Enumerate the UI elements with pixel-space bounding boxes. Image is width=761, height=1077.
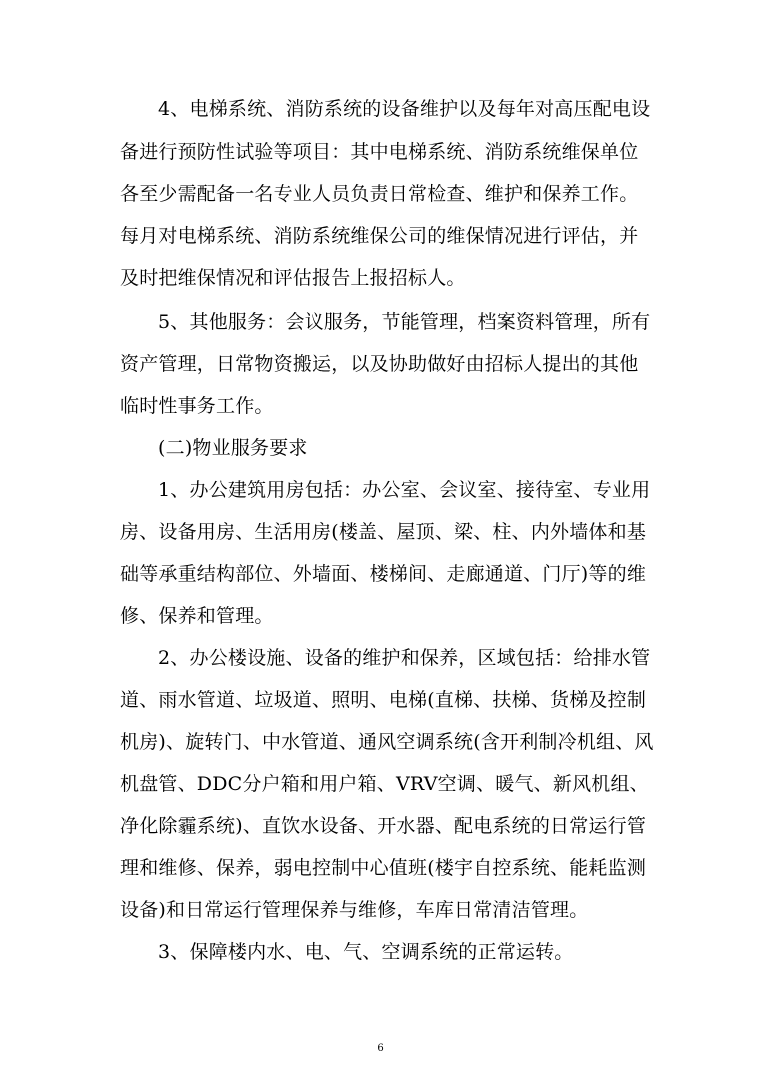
paragraph-2-line-4: 机盘管、DDC分户箱和用户箱、VRV空调、暖气、新风机组、: [120, 773, 649, 795]
paragraph-1-line-4: 修、保养和管理。: [120, 605, 274, 627]
paragraph-2-line-1: 2、办公楼设施、设备的维护和保养，区域包括：给排水管: [158, 647, 651, 669]
paragraph-1-line-1: 1、办公建筑用房包括：办公室、会议室、接待室、专业用: [158, 479, 651, 501]
paragraph-4-line-4: 每月对电梯系统、消防系统维保公司的维保情况进行评估，并: [120, 225, 639, 247]
paragraph-2-line-5: 净化除霾系统)、直饮水设备、开水器、配电系统的日常运行管: [120, 815, 647, 837]
paragraph-1-line-3: 础等承重结构部位、外墙面、楼梯间、走廊通道、门厅)等的维: [120, 563, 647, 585]
paragraph-2-line-3: 机房)、旋转门、中水管道、通风空调系统(含开利制冷机组、风: [120, 731, 654, 753]
page-number: 6: [377, 1043, 384, 1054]
section-heading: (二)物业服务要求: [158, 437, 308, 459]
paragraph-4-line-1: 4、电梯系统、消防系统的设备维护以及每年对高压配电设: [158, 98, 651, 120]
paragraph-2-line-2: 道、雨水管道、垃圾道、照明、电梯(直梯、扶梯、货梯及控制: [120, 689, 647, 711]
paragraph-5-line-2: 资产管理，日常物资搬运，以及协助做好由招标人提出的其他: [120, 353, 639, 375]
paragraph-1-line-2: 房、设备用房、生活用房(楼盖、屋顶、梁、柱、内外墙体和基: [120, 521, 647, 543]
paragraph-3-line-1: 3、保障楼内水、电、气、空调系统的正常运转。: [158, 941, 574, 963]
paragraph-4-line-2: 备进行预防性试验等项目：其中电梯系统、消防系统维保单位: [120, 141, 639, 163]
paragraph-5-line-3: 临时性事务工作。: [120, 395, 274, 417]
paragraph-2-line-6: 理和维修、保养，弱电控制中心值班(楼宇自控系统、能耗监测: [120, 857, 647, 879]
paragraph-5-line-1: 5、其他服务：会议服务，节能管理，档案资料管理，所有: [158, 311, 651, 333]
paragraph-2-line-7: 设备)和日常运行管理保养与维修，车库日常清洁管理。: [120, 899, 589, 921]
paragraph-4-line-3: 各至少需配备一名专业人员负责日常检查、维护和保养工作。: [120, 183, 639, 205]
paragraph-4-line-5: 及时把维保情况和评估报告上报招标人。: [120, 267, 466, 289]
